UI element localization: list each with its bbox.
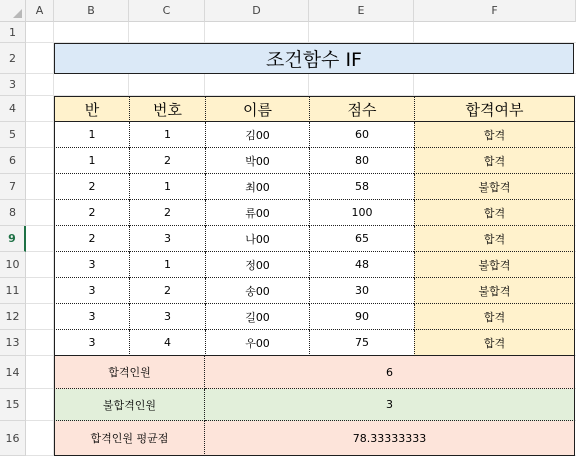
table-cell-ban[interactable]: 1 (54, 122, 129, 148)
table-cell-ban[interactable]: 1 (54, 148, 129, 174)
table-cell-ban[interactable]: 3 (54, 304, 129, 330)
table-cell-score[interactable]: 30 (309, 278, 414, 304)
table-cell-ban[interactable]: 2 (54, 200, 129, 226)
table-cell-score[interactable]: 75 (309, 330, 414, 356)
table-cell-no[interactable]: 1 (129, 174, 205, 200)
column-header-f[interactable]: F (414, 0, 576, 22)
row-header-7[interactable]: 7 (0, 174, 26, 200)
table-cell-ban[interactable]: 2 (54, 174, 129, 200)
table-cell-name[interactable]: 송00 (205, 278, 309, 304)
summary-label[interactable]: 합격인원 평균점 (54, 421, 205, 456)
row-header-1[interactable]: 1 (0, 22, 26, 43)
row-header-8[interactable]: 8 (0, 200, 26, 226)
table-cell-result[interactable]: 합격 (414, 148, 575, 174)
column-header-a[interactable]: A (26, 0, 54, 22)
table-cell-no[interactable]: 4 (129, 330, 205, 356)
table-cell-result[interactable]: 합격 (414, 330, 575, 356)
table-cell-result[interactable]: 합격 (414, 200, 575, 226)
table-cell-no[interactable]: 2 (129, 278, 205, 304)
table-cell-name[interactable]: 최00 (205, 174, 309, 200)
summary-label[interactable]: 합격인원 (54, 356, 205, 389)
summary-value[interactable]: 78.33333333 (205, 421, 575, 456)
table-cell-no[interactable]: 1 (129, 122, 205, 148)
table-cell-name[interactable]: 우00 (205, 330, 309, 356)
row-header-11[interactable]: 11 (0, 278, 26, 304)
column-header-e[interactable]: E (309, 0, 414, 22)
table-cell-no[interactable]: 3 (129, 304, 205, 330)
column-header-d[interactable]: D (205, 0, 309, 22)
table-header-cell[interactable]: 이름 (205, 96, 309, 122)
row-header-3[interactable]: 3 (0, 74, 26, 96)
summary-value[interactable]: 6 (205, 356, 575, 389)
table-cell-ban[interactable]: 3 (54, 278, 129, 304)
table-cell-name[interactable]: 정00 (205, 252, 309, 278)
table-cell-score[interactable]: 65 (309, 226, 414, 252)
table-cell-result[interactable]: 불합격 (414, 252, 575, 278)
table-cell-name[interactable]: 나00 (205, 226, 309, 252)
table-header-cell[interactable]: 점수 (309, 96, 414, 122)
table-cell-no[interactable]: 2 (129, 148, 205, 174)
row-header-10[interactable]: 10 (0, 252, 26, 278)
column-header-b[interactable]: B (54, 0, 129, 22)
table-cell-score[interactable]: 100 (309, 200, 414, 226)
select-all-corner[interactable] (0, 0, 26, 22)
summary-value[interactable]: 3 (205, 389, 575, 421)
table-cell-ban[interactable]: 3 (54, 330, 129, 356)
table-header-cell[interactable]: 합격여부 (414, 96, 575, 122)
table-cell-name[interactable]: 류00 (205, 200, 309, 226)
table-cell-score[interactable]: 48 (309, 252, 414, 278)
table-cell-result[interactable]: 불합격 (414, 278, 575, 304)
table-cell-score[interactable]: 60 (309, 122, 414, 148)
column-header-c[interactable]: C (129, 0, 205, 22)
table-cell-no[interactable]: 3 (129, 226, 205, 252)
table-cell-result[interactable]: 합격 (414, 122, 575, 148)
table-header-cell[interactable]: 번호 (129, 96, 205, 122)
sheet-title[interactable]: 조건함수 IF (54, 43, 574, 74)
summary-label[interactable]: 불합격인원 (54, 389, 205, 421)
table-cell-name[interactable]: 김00 (205, 122, 309, 148)
table-cell-name[interactable]: 박00 (205, 148, 309, 174)
table-cell-result[interactable]: 합격 (414, 304, 575, 330)
table-cell-score[interactable]: 90 (309, 304, 414, 330)
table-cell-result[interactable]: 불합격 (414, 174, 575, 200)
table-cell-result[interactable]: 합격 (414, 226, 575, 252)
row-header-16[interactable]: 16 (0, 421, 26, 456)
table-cell-ban[interactable]: 3 (54, 252, 129, 278)
table-cell-no[interactable]: 1 (129, 252, 205, 278)
row-header-4[interactable]: 4 (0, 96, 26, 122)
table-cell-score[interactable]: 58 (309, 174, 414, 200)
table-header-cell[interactable]: 반 (54, 96, 129, 122)
row-header-13[interactable]: 13 (0, 330, 26, 356)
table-cell-ban[interactable]: 2 (54, 226, 129, 252)
row-header-14[interactable]: 14 (0, 356, 26, 389)
row-header-9[interactable]: 9 (0, 226, 26, 252)
table-cell-no[interactable]: 2 (129, 200, 205, 226)
row-header-15[interactable]: 15 (0, 389, 26, 421)
row-header-2[interactable]: 2 (0, 43, 26, 74)
row-header-5[interactable]: 5 (0, 122, 26, 148)
row-header-12[interactable]: 12 (0, 304, 26, 330)
row-header-6[interactable]: 6 (0, 148, 26, 174)
table-cell-score[interactable]: 80 (309, 148, 414, 174)
table-cell-name[interactable]: 길00 (205, 304, 309, 330)
